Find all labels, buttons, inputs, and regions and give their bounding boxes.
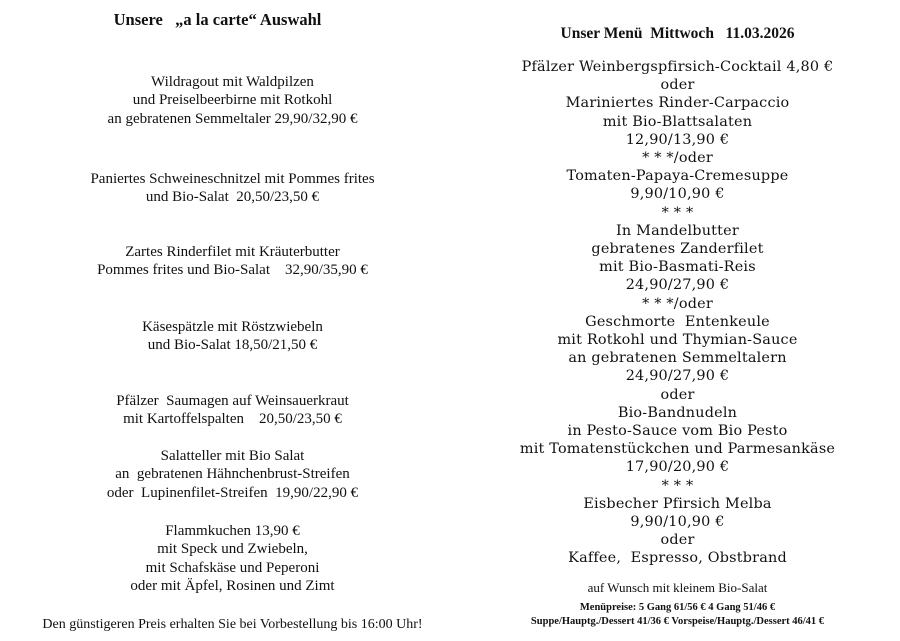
- dish-wildragout: [0, 73, 465, 128]
- menu-line: mit Rotkohl und Thymian-Sauce: [557, 332, 798, 349]
- menu-line: * * */oder: [642, 150, 713, 167]
- dish-line: mit Speck und Zwiebeln,: [157, 541, 308, 558]
- menu-line: In Mandelbutter: [616, 222, 739, 239]
- menu-line: 17,90/20,90 €: [625, 459, 730, 476]
- menu-line: 24,90/27,90 €: [625, 277, 730, 294]
- menu-line: 12,90/13,90 €: [625, 131, 730, 148]
- preorder-note: Den günstigeren Preis erhalten Sie bei Vorbestellung bis 16:00 Uhr!: [42, 617, 423, 632]
- menu-line: Mariniertes Rinder-Carpaccio: [565, 95, 790, 112]
- menu-prices-line: Menüpreise: 5 Gang 61/56 € 4 Gang 51/46 €: [579, 602, 776, 613]
- menu-line: 24,90/27,90 €: [625, 368, 730, 385]
- dish-saumagen: [0, 392, 465, 429]
- dish-flammkuchen: [0, 522, 465, 596]
- menu-line: oder: [660, 532, 695, 549]
- dish-line: Zartes Rinderfilet mit Kräuterbutter: [125, 244, 340, 260]
- dish-salatteller: [0, 447, 465, 502]
- dish-line: Pommes frites und Bio-Salat 32,90/35,90 €: [97, 262, 368, 279]
- side-salad-note: auf Wunsch mit kleinem Bio-Salat: [587, 580, 768, 595]
- a-la-carte-title: Unsere „a la carte“ Auswahl: [113, 10, 322, 29]
- menu-line: * * *: [661, 477, 694, 494]
- dish-kaesespaetzle: [0, 318, 465, 355]
- dish-line: mit Kartoffelspalten 20,50/23,50 €: [123, 411, 342, 428]
- menu-line: oder: [660, 77, 695, 94]
- dish-line: und Preiselbeerbirne mit Rotkohl: [132, 92, 333, 109]
- menu-line: gebratenes Zanderfilet: [591, 241, 764, 258]
- dish-line: oder mit Äpfel, Rosinen und Zimt: [130, 578, 335, 595]
- dish-rinderfilet: [0, 243, 465, 280]
- menu-line: Bio-Bandnudeln: [617, 404, 738, 421]
- menu-line: Eisbecher Pfirsich Melba: [583, 495, 772, 512]
- menu-line: 9,90/10,90 €: [630, 186, 725, 203]
- dish-line: Wildragout mit Waldpilzen: [151, 74, 314, 90]
- menu-line: mit Bio-Blattsalaten: [602, 113, 753, 130]
- menu-line: Tomaten-Papaya-Cremesuppe: [566, 168, 789, 185]
- menu-line: Pfälzer Weinbergspfirsich-Cocktail 4,80 €: [521, 59, 834, 75]
- dish-line: und Bio-Salat 18,50/21,50 €: [147, 337, 318, 354]
- dish-line: oder Lupinenfilet-Streifen 19,90/22,90 €: [106, 484, 359, 501]
- daily-menu-list: [455, 58, 900, 568]
- menu-line: oder: [660, 386, 695, 403]
- menu-line: Geschmorte Entenkeule: [585, 313, 770, 330]
- menu-line: an gebratenen Semmeltalern: [568, 350, 787, 367]
- daily-menu-column: [455, 0, 900, 641]
- dish-line: an gebratenen Semmeltaler 29,90/32,90 €: [107, 110, 358, 127]
- dish-line: und Bio-Salat 20,50/23,50 €: [145, 189, 320, 206]
- dish-line: mit Schafskäse und Peperoni: [145, 559, 320, 576]
- menu-line: in Pesto-Sauce vom Bio Pesto: [567, 423, 788, 440]
- menu-line: mit Tomatenstückchen und Parmesankäse: [519, 441, 836, 458]
- menu-prices-line: Suppe/Hauptg./Dessert 41/36 € Vorspeise/Hauptg./Dessert 46/41 €: [530, 616, 825, 627]
- dish-line: Pfälzer Saumagen auf Weinsauerkraut: [116, 393, 349, 409]
- menu-line: * * *: [661, 204, 694, 221]
- menu-line: Kaffee, Espresso, Obstbrand: [568, 550, 787, 567]
- dish-schnitzel: [0, 170, 465, 207]
- menu-line: * * */oder: [642, 295, 713, 312]
- dish-line: Paniertes Schweineschnitzel mit Pommes frites: [90, 171, 375, 187]
- menu-prices: [455, 601, 900, 629]
- dish-line: Salatteller mit Bio Salat: [160, 448, 305, 464]
- daily-menu-title: Unser Menü Mittwoch 11.03.2026: [560, 25, 795, 42]
- menu-line: mit Bio-Basmati-Reis: [599, 259, 756, 276]
- menu-line: 9,90/10,90 €: [630, 514, 725, 531]
- dish-line: Flammkuchen 13,90 €: [165, 523, 300, 539]
- dish-line: Käsespätzle mit Röstzwiebeln: [142, 319, 323, 335]
- dish-line: an gebratenen Hähnchenbrust-Streifen: [115, 466, 350, 483]
